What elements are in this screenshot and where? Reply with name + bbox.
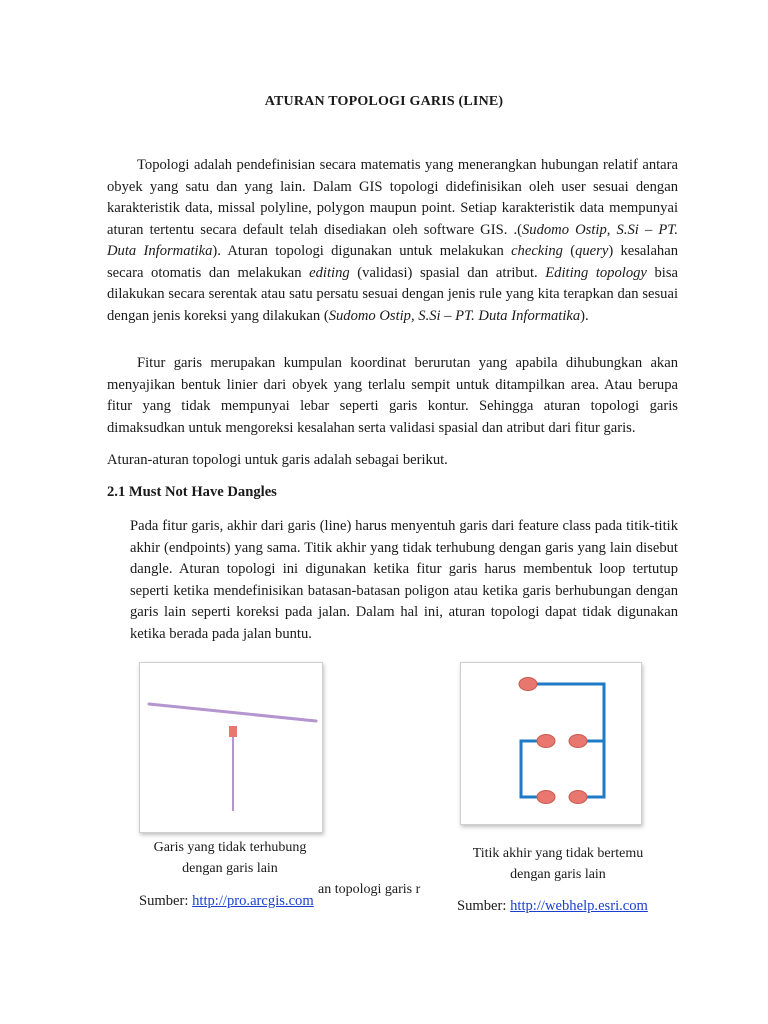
endpoint-dot bbox=[569, 791, 587, 804]
paragraph-fitur-garis: Fitur garis merupakan kumpulan koordinat berurutan yang apabila dihubungkan akan menyajikan bentuk linier dari obyek yang terlalu sempit untuk ditampilkan area. Atau berupa fitur yang tidak mempunyai lebar seperti garis kontur. Sehingga aturan topologi garis dimaksudkan untuk mengoreksi kesalahan serta validasi spasial dan atribut dari fitur garis. bbox=[107, 355, 678, 436]
figure1-source-link[interactable]: http://pro.arcgis.com bbox=[192, 893, 314, 909]
figure2-caption-line2: dengan garis lain bbox=[510, 867, 606, 882]
p1-italic-query: query bbox=[575, 243, 609, 259]
paragraph-aturan-intro: Aturan-aturan topologi untuk garis adalah sebagai berikut. bbox=[107, 452, 448, 468]
figure2-source bbox=[457, 898, 648, 915]
p1-text-2: ). Aturan topologi digunakan untuk melakukan bbox=[212, 243, 512, 259]
figure2-source-label: Sumber: bbox=[457, 898, 511, 914]
paragraph-dangles: Pada fitur garis, akhir dari garis (line) harus menyentuh garis dari feature class pada titik-titik akhir (endpoints) yang sama. Titik akhir yang tidak terhubung dengan garis yang lain disebut dangle. Aturan topologi ini digunakan ketika fitur garis harus membentuk loop tertutup seperti ketika mendefinisikan batasan-batasan poligon atau ketika garis berhubungan dengan garis lain seperti koreksi pada jalan. Dalam hal ini, aturan topologi dapat tidak digunakan ketika berada pada jalan buntu. bbox=[130, 518, 678, 642]
paragraph-topologi-definition bbox=[107, 155, 678, 327]
figure-endpoint-loop-svg bbox=[461, 663, 641, 824]
horizontal-line bbox=[149, 704, 316, 721]
p1-italic-checking: checking bbox=[511, 243, 563, 259]
p1-text-3: ( bbox=[562, 243, 576, 259]
p1-text-1: Topologi adalah pendefinisian secara matematis yang menerangkan hubungan relatif antara obyek yang satu dan yang lain. Dalam GIS topologi didefinisikan oleh user sesuai dengan karakteristik data, missal polyline, polygon maupun point. Setiap karakteristik data mempunyai aturan tertentu secara default telah disediakan oleh software GIS. .( bbox=[107, 157, 678, 238]
overlapped-caption-fragment: an topologi garis r bbox=[318, 882, 421, 897]
figure1-caption bbox=[130, 837, 330, 879]
document-title: ATURAN TOPOLOGI GARIS (LINE) bbox=[264, 94, 504, 109]
figure1-source-label: Sumber: bbox=[139, 893, 193, 909]
p1-italic-editing-topology: Editing topology bbox=[545, 264, 647, 281]
figure-dangle-line bbox=[139, 662, 323, 833]
endpoint-dot bbox=[519, 678, 537, 691]
figure-endpoint-loop bbox=[460, 662, 642, 825]
p1-italic-2: Sudomo Ostip, S.Si – PT. Duta Informatika bbox=[328, 307, 581, 324]
figure-dangle-line-svg bbox=[140, 663, 322, 832]
endpoint-dot bbox=[537, 791, 555, 804]
p1-text-7: ). bbox=[580, 307, 589, 324]
figure2-caption-line1: Titik akhir yang tidak bertemu bbox=[472, 846, 644, 861]
figure2-caption bbox=[448, 843, 668, 885]
dangle-endpoint-marker bbox=[229, 726, 237, 737]
loop-inner-path bbox=[521, 741, 554, 797]
p1-text-4: ) kesalahan secara otomatis dan melakukan bbox=[107, 243, 678, 281]
figure1-source bbox=[139, 893, 314, 910]
p1-text-6: bisa dilakukan secara serentak atau satu persatu sesuai dengan jenis rule yang kita terapkan dan sesuai dengan jenis koreksi yang dilakukan ( bbox=[107, 264, 678, 324]
figure1-caption-line2: dengan garis lain bbox=[182, 861, 278, 876]
endpoint-dot bbox=[569, 735, 587, 748]
figure1-caption-line1: Garis yang tidak terhubung bbox=[153, 840, 307, 855]
p1-italic-1: Sudomo Ostip, S.Si – PT. Duta Informatika bbox=[107, 221, 678, 259]
figure2-source-link[interactable]: http://webhelp.esri.com bbox=[510, 898, 648, 914]
p1-text-5: (validasi) spasial dan atribut. bbox=[349, 264, 546, 281]
p1-italic-editing: editing bbox=[309, 264, 350, 281]
endpoint-dot bbox=[537, 735, 555, 748]
section-heading: 2.1 Must Not Have Dangles bbox=[107, 484, 277, 500]
